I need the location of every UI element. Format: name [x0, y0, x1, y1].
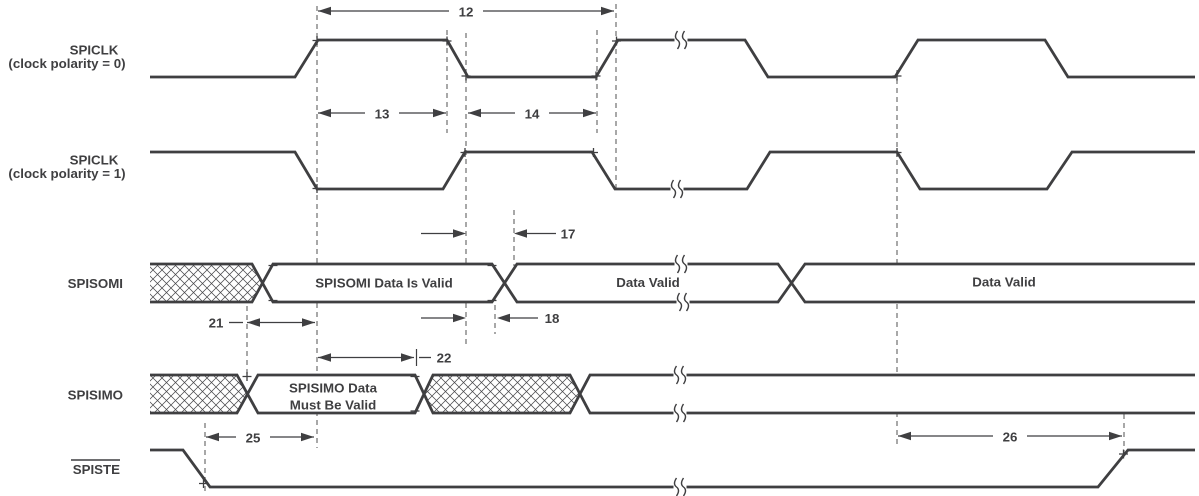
spisimo-valid-line2: Must Be Valid	[289, 397, 377, 413]
spiste-waveform	[150, 450, 1195, 487]
timing-label-12: 12	[458, 4, 474, 20]
spisomi-seg1-label: SPISOMI Data Is Valid	[315, 275, 453, 291]
dimension-14	[468, 105, 596, 122]
dimension-12	[318, 3, 614, 20]
timing-label-18: 18	[544, 311, 560, 326]
spiste-label: SPISTE	[72, 462, 120, 477]
timing-label-22: 22	[436, 350, 452, 366]
spiclk-pol0-waveform	[150, 40, 1195, 77]
spisimo-valid-line1: SPISIMO Data	[289, 380, 377, 396]
dimension-18	[421, 311, 559, 326]
timing-label-17: 17	[560, 226, 576, 242]
dimension-25	[206, 429, 314, 446]
spiclk1-sublabel: (clock polarity = 1)	[8, 166, 126, 181]
timing-label-21: 21	[208, 315, 224, 331]
dimension-17	[421, 227, 575, 242]
reference-dashed-lines	[205, 4, 1124, 492]
spisimo-label: SPISIMO	[67, 387, 123, 403]
spiclk1-label: SPICLK	[69, 152, 119, 168]
dimension-22	[318, 349, 451, 366]
timing-label-14: 14	[524, 106, 540, 122]
spisomi-seg3-label: Data Valid	[972, 274, 1036, 290]
timing-label-13: 13	[374, 106, 390, 122]
dimension-26	[898, 428, 1122, 445]
dimension-13	[318, 105, 446, 122]
spisomi-seg2-label: Data Valid	[616, 275, 680, 290]
timing-label-26: 26	[1002, 429, 1018, 445]
timing-label-25: 25	[245, 430, 261, 446]
signal-labels	[8, 43, 125, 478]
spiclk0-sublabel: (clock polarity = 0)	[8, 56, 126, 71]
dimension-21	[209, 316, 315, 331]
spisomi-label: SPISOMI	[67, 276, 123, 291]
spiclk0-label: SPICLK	[69, 42, 119, 58]
edge-tick-marks	[199, 36, 1128, 488]
